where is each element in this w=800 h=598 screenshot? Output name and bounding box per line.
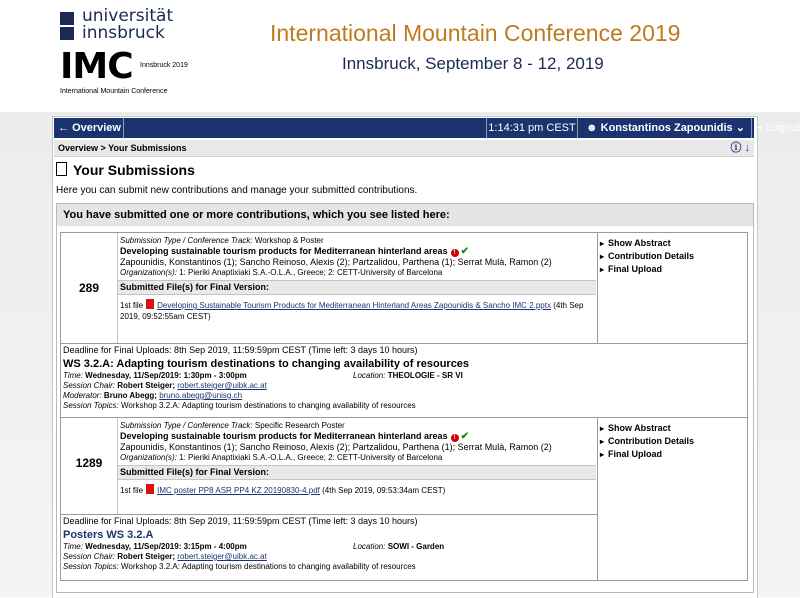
session-topics: Workshop 3.2.A: Adapting tourism destinations to changing availability of resources (120, 401, 416, 410)
chair-label: Session Chair: (63, 552, 116, 561)
alert-icon: ! (451, 249, 459, 257)
submission-entry (61, 233, 747, 418)
conference-subtitle: Innsbruck, September 8 - 12, 2019 (342, 54, 604, 73)
chevron-down-icon: ⌄ (735, 122, 745, 134)
topics-label: Session Topics: (63, 562, 119, 571)
user-menu[interactable] (578, 118, 752, 138)
file-link[interactable]: Developing Sustainable Tourism Products for Mediterranean Hinterland Areas Zapounidis & Sancho IMC 2.pptx (157, 301, 551, 310)
file-icon (146, 299, 154, 309)
user-icon: ☻ (586, 122, 598, 134)
file-link[interactable]: IMC poster PP8 ASR PP4 KZ 20190830-4.pdf (157, 486, 320, 495)
intro-text: Here you can submit new contributions and manage your submitted contributions. (56, 185, 418, 196)
checkmark-icon: ✔ (460, 431, 469, 442)
file-label: 1st file (120, 301, 144, 310)
back-arrow-icon: ← (58, 122, 69, 134)
site-header (0, 0, 800, 112)
time-label: Time: (63, 542, 83, 551)
file-date: (4th Sep 2019, 09:53:34am CEST) (322, 486, 446, 495)
session-title[interactable]: WS 3.2.A: Adapting tourism destinations to changing availability of resources (63, 358, 470, 370)
logout-button[interactable] (754, 118, 800, 138)
submission-title: Developing sustainable tourism products for Mediterranean hinterland areas (120, 246, 448, 256)
files-header: Submitted File(s) for Final Version: (118, 465, 596, 480)
submission-entry (61, 418, 747, 580)
submission-details (117, 418, 596, 514)
university-logo[interactable] (60, 6, 230, 44)
contribution-details-link[interactable]: ▸ Contribution Details (598, 435, 747, 448)
file-icon (146, 484, 154, 494)
session-title[interactable]: Posters WS 3.2.A (63, 529, 154, 541)
nav-overview-label: Overview (72, 122, 121, 134)
org-value: 1: Pieriki Anaptixiaki S.A.-O.L.A., Greece; 2: CETT-University of Barcelona (179, 453, 443, 462)
submission-number: 289 (78, 281, 100, 295)
nav-overview-button[interactable] (54, 118, 124, 138)
section-header: You have submitted one or more contributions, which you see listed here: (57, 204, 753, 226)
show-abstract-link[interactable]: ▸ Show Abstract (598, 237, 747, 250)
session-topics: Workshop 3.2.A: Adapting tourism destinations to changing availability of resources (120, 562, 416, 571)
imc-logo-year: Innsbruck 2019 (140, 62, 188, 69)
type-label: Submission Type / Conference Track: (120, 236, 253, 245)
deadline-text: Deadline for Final Uploads: 8th Sep 2019, 11:59:59pm CEST (Time left: 3 days 10 hours) (61, 343, 747, 357)
submission-details (117, 233, 596, 343)
session-location: THEOLOGIE - SR VI (387, 371, 463, 380)
submission-number: 1289 (75, 456, 103, 470)
time-label: Time: (63, 371, 83, 380)
authors: Zapounidis, Konstantinos (1); Sancho Reinoso, Alexis (2); Partzalidou, Parthena (1); Serrat Mulà, Ramon (2) (120, 257, 552, 267)
topics-label: Session Topics: (63, 401, 119, 410)
org-label: Organization(s): (120, 268, 177, 277)
file-label: 1st file (120, 486, 144, 495)
chair-email-link[interactable]: robert.steiger@uibk.ac.at (177, 381, 267, 390)
org-label: Organization(s): (120, 453, 177, 462)
imc-logo-text: IMC (60, 46, 133, 87)
help-icon[interactable]: ⓘ (730, 142, 742, 154)
session-location: SOWI - Garden (387, 542, 445, 551)
deadline-text: Deadline for Final Uploads: 8th Sep 2019, 11:59:59pm CEST (Time left: 3 days 10 hours) (61, 514, 597, 528)
type-label: Submission Type / Conference Track: (120, 421, 253, 430)
university-name: universität innsbruck (82, 6, 174, 43)
imc-logo[interactable] (60, 48, 200, 98)
chair-label: Session Chair: (63, 381, 116, 390)
location-label: Location: (353, 371, 386, 380)
alert-icon: ! (451, 434, 459, 442)
final-upload-link[interactable]: ▸ Final Upload (598, 263, 747, 276)
chair-name: Robert Steiger; (117, 381, 176, 390)
show-abstract-link[interactable]: ▸ Show Abstract (598, 422, 747, 435)
user-name: Konstantinos Zapounidis (600, 122, 733, 134)
page-title: Your Submissions (56, 162, 195, 178)
session-time: Wednesday, 11/Sep/2019: 1:30pm - 3:00pm (85, 371, 247, 380)
clock-display: 1:14:31 pm CEST (486, 118, 578, 138)
top-nav-bar (54, 118, 800, 138)
submission-actions (597, 233, 747, 343)
moderator-name: Bruno Abegg; (103, 391, 157, 400)
breadcrumb (54, 140, 754, 157)
submission-title: Developing sustainable tourism products for Mediterranean hinterland areas (120, 431, 448, 441)
university-mark-icon (60, 12, 74, 40)
moderator-email-link[interactable]: bruno.abegg@unisg.ch (159, 391, 243, 400)
conference-title: International Mountain Conference 2019 (270, 20, 681, 46)
location-label: Location: (353, 542, 386, 551)
session-time: Wednesday, 11/Sep/2019: 3:15pm - 4:00pm (85, 542, 247, 551)
moderator-label: Moderator: (63, 391, 102, 400)
logout-label: Logout (766, 122, 800, 134)
chair-email-link[interactable]: robert.steiger@uibk.ac.at (177, 552, 267, 561)
submissions-table (60, 232, 748, 581)
imc-logo-subtitle: International Mountain Conference (60, 88, 168, 95)
chair-name: Robert Steiger; (117, 552, 176, 561)
org-value: 1: Pieriki Anaptixiaki S.A.-O.L.A., Greece; 2: CETT-University of Barcelona (179, 268, 443, 277)
document-icon (56, 162, 67, 176)
logout-icon: ↪ (754, 122, 764, 134)
arrow-down-icon[interactable]: ↓ (744, 142, 750, 154)
type-value: Specific Research Poster (254, 421, 345, 430)
breadcrumb-text[interactable]: Overview > Your Submissions (58, 143, 187, 153)
contribution-details-link[interactable]: ▸ Contribution Details (598, 250, 747, 263)
final-upload-link[interactable]: ▸ Final Upload (598, 448, 747, 461)
checkmark-icon: ✔ (460, 246, 469, 257)
files-header: Submitted File(s) for Final Version: (118, 280, 596, 295)
type-value: Workshop & Poster (254, 236, 324, 245)
authors: Zapounidis, Konstantinos (1); Sancho Reinoso, Alexis (2); Partzalidou, Parthena (1); Serrat Mulà, Ramon (2) (120, 442, 552, 452)
file-date: (4th Sep 2019, 09:52:55am CEST) (120, 301, 584, 321)
